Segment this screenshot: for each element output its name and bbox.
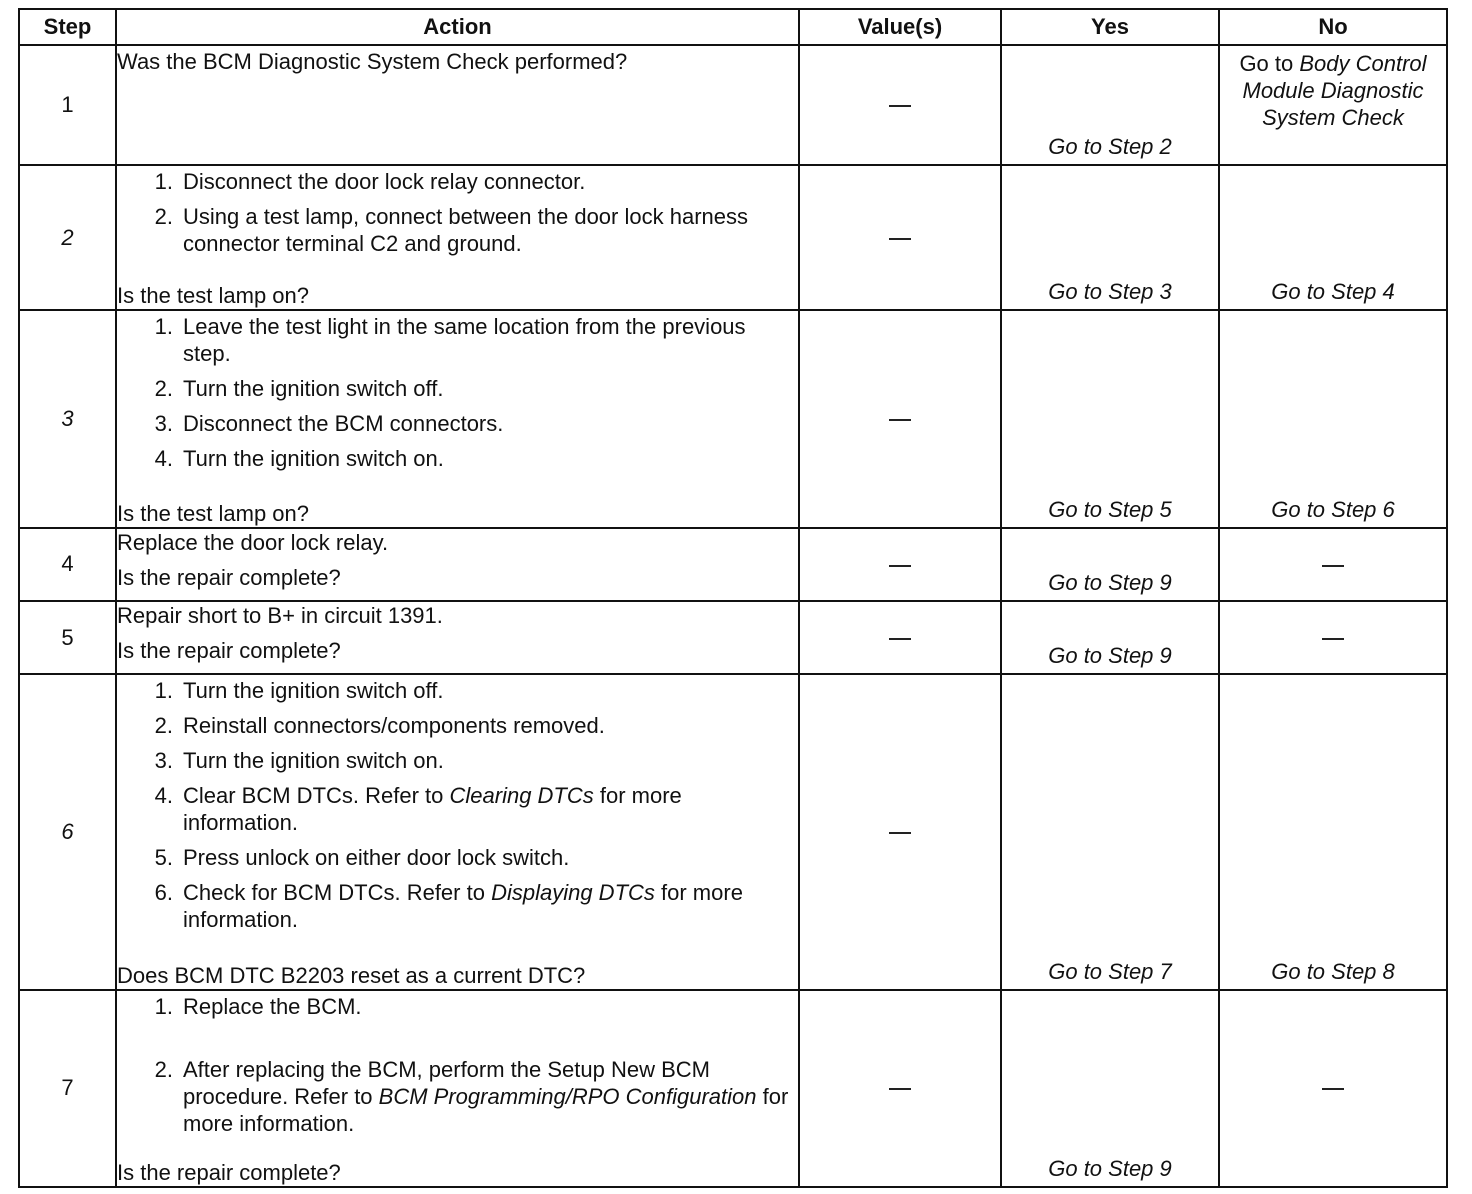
no-cell <box>1219 601 1447 674</box>
dash-mark <box>889 419 911 421</box>
table-row <box>19 528 1447 601</box>
diagnostic-table <box>18 8 1448 1188</box>
no-goto-prefix: Go to <box>1239 51 1300 77</box>
dash-mark <box>889 105 911 107</box>
list-item: 3. Disconnect the BCM connectors. <box>154 411 504 437</box>
value-cell <box>799 990 1001 1187</box>
value-cell <box>799 45 1001 165</box>
step-number: 1 <box>19 45 116 165</box>
list-item: 6. Check for BCM DTCs. Refer to Displaying DTCs for more information. <box>154 880 743 933</box>
value-cell <box>799 674 1001 990</box>
step-number: 4 <box>19 528 116 601</box>
table-row <box>19 165 1447 310</box>
list-item: 1. Leave the test light in the same location from the previous step. <box>154 314 746 367</box>
dash-mark <box>889 638 911 640</box>
yes-goto: Go to Step 7 <box>1048 958 1172 984</box>
dash-mark <box>889 1088 911 1090</box>
header-yes: Yes <box>1001 9 1219 45</box>
action-question: Is the repair complete? <box>117 637 341 663</box>
no-goto <box>1220 46 1446 135</box>
header-step: Step <box>19 9 116 45</box>
yes-goto: Go to Step 9 <box>1048 1156 1172 1181</box>
no-goto: Go to Step 6 <box>1271 496 1395 522</box>
action-question: Does BCM DTC B2203 reset as a current DTC? <box>117 962 586 988</box>
yes-cell <box>1001 310 1219 527</box>
header-no: No <box>1219 9 1447 45</box>
dash-mark <box>889 238 911 240</box>
yes-goto: Go to Step 9 <box>1048 569 1172 595</box>
list-item: 2. Reinstall connectors/components removed. <box>154 713 605 739</box>
action-question: Was the BCM Diagnostic System Check performed? <box>117 49 628 75</box>
action-cell <box>116 601 799 674</box>
table-row <box>19 990 1447 1187</box>
no-goto: Go to Step 8 <box>1271 958 1395 984</box>
header-values: Value(s) <box>799 9 1001 45</box>
no-cell <box>1219 45 1447 165</box>
dash-mark <box>889 832 911 834</box>
table-row <box>19 310 1447 527</box>
list-item: 2. Turn the ignition switch off. <box>154 376 444 402</box>
no-cell <box>1219 674 1447 990</box>
action-cell <box>116 310 799 527</box>
step-number: 7 <box>19 990 116 1187</box>
action-cell <box>116 45 799 165</box>
action-line: Replace the door lock relay. <box>117 529 389 555</box>
action-cell <box>116 674 799 990</box>
action-question: Is the repair complete? <box>117 1160 341 1185</box>
dash-mark <box>1322 565 1344 567</box>
list-item: 4. Clear BCM DTCs. Refer to Clearing DTCs for more information. <box>154 783 682 836</box>
dash-mark <box>1322 638 1344 640</box>
yes-cell <box>1001 165 1219 310</box>
action-question: Is the test lamp on? <box>117 500 309 526</box>
list-item: 1. Replace the BCM. <box>154 993 362 1019</box>
dash-mark <box>1322 1088 1344 1090</box>
action-list <box>117 675 798 941</box>
value-cell <box>799 528 1001 601</box>
table-row <box>19 45 1447 165</box>
yes-goto: Go to Step 5 <box>1048 496 1172 522</box>
header-action: Action <box>116 9 799 45</box>
dash-mark <box>889 565 911 567</box>
no-goto-link: Body Control Module Diagnostic System Check <box>1242 51 1427 131</box>
action-question: Is the test lamp on? <box>117 283 309 309</box>
list-item: 2. After replacing the BCM, perform the Setup New BCM procedure. Refer to BCM Programming/RPO Configuration for more information. <box>154 1056 789 1136</box>
list-item: 5. Press unlock on either door lock switch. <box>154 845 570 871</box>
reference-link: Displaying DTCs <box>491 880 655 906</box>
step-number: 2 <box>19 165 116 310</box>
step-number: 6 <box>19 674 116 990</box>
yes-cell <box>1001 990 1219 1187</box>
action-cell <box>116 165 799 310</box>
value-cell <box>799 601 1001 674</box>
action-question: Is the repair complete? <box>117 564 341 590</box>
list-item: 4. Turn the ignition switch on. <box>154 446 444 472</box>
reference-link: Clearing DTCs <box>449 783 594 809</box>
table-row <box>19 674 1447 990</box>
yes-cell <box>1001 528 1219 601</box>
header-row <box>19 9 1447 45</box>
list-item: 2. Using a test lamp, connect between the door lock harness connector terminal C2 and ground. <box>154 204 748 257</box>
action-list <box>117 166 798 265</box>
reference-link: BCM Programming/RPO Configuration <box>378 1083 757 1109</box>
value-cell <box>799 310 1001 527</box>
no-cell <box>1219 528 1447 601</box>
list-item: 1. Turn the ignition switch off. <box>154 678 444 704</box>
action-line: Repair short to B+ in circuit 1391. <box>117 602 443 628</box>
step-number: 5 <box>19 601 116 674</box>
list-item: 1. Disconnect the door lock relay connector. <box>154 169 586 195</box>
yes-cell <box>1001 601 1219 674</box>
yes-goto: Go to Step 9 <box>1048 643 1172 669</box>
action-list <box>117 311 798 480</box>
table-row <box>19 601 1447 674</box>
no-cell <box>1219 310 1447 527</box>
action-cell <box>116 528 799 601</box>
list-item: 3. Turn the ignition switch on. <box>154 748 444 774</box>
no-cell <box>1219 165 1447 310</box>
yes-cell <box>1001 45 1219 165</box>
action-cell <box>116 990 799 1187</box>
yes-goto: Go to Step 3 <box>1048 279 1172 305</box>
step-number: 3 <box>19 310 116 527</box>
yes-goto: Go to Step 2 <box>1048 134 1172 160</box>
no-cell <box>1219 990 1447 1187</box>
yes-cell <box>1001 674 1219 990</box>
action-list <box>117 991 798 1145</box>
no-goto: Go to Step 4 <box>1271 279 1395 305</box>
value-cell <box>799 165 1001 310</box>
